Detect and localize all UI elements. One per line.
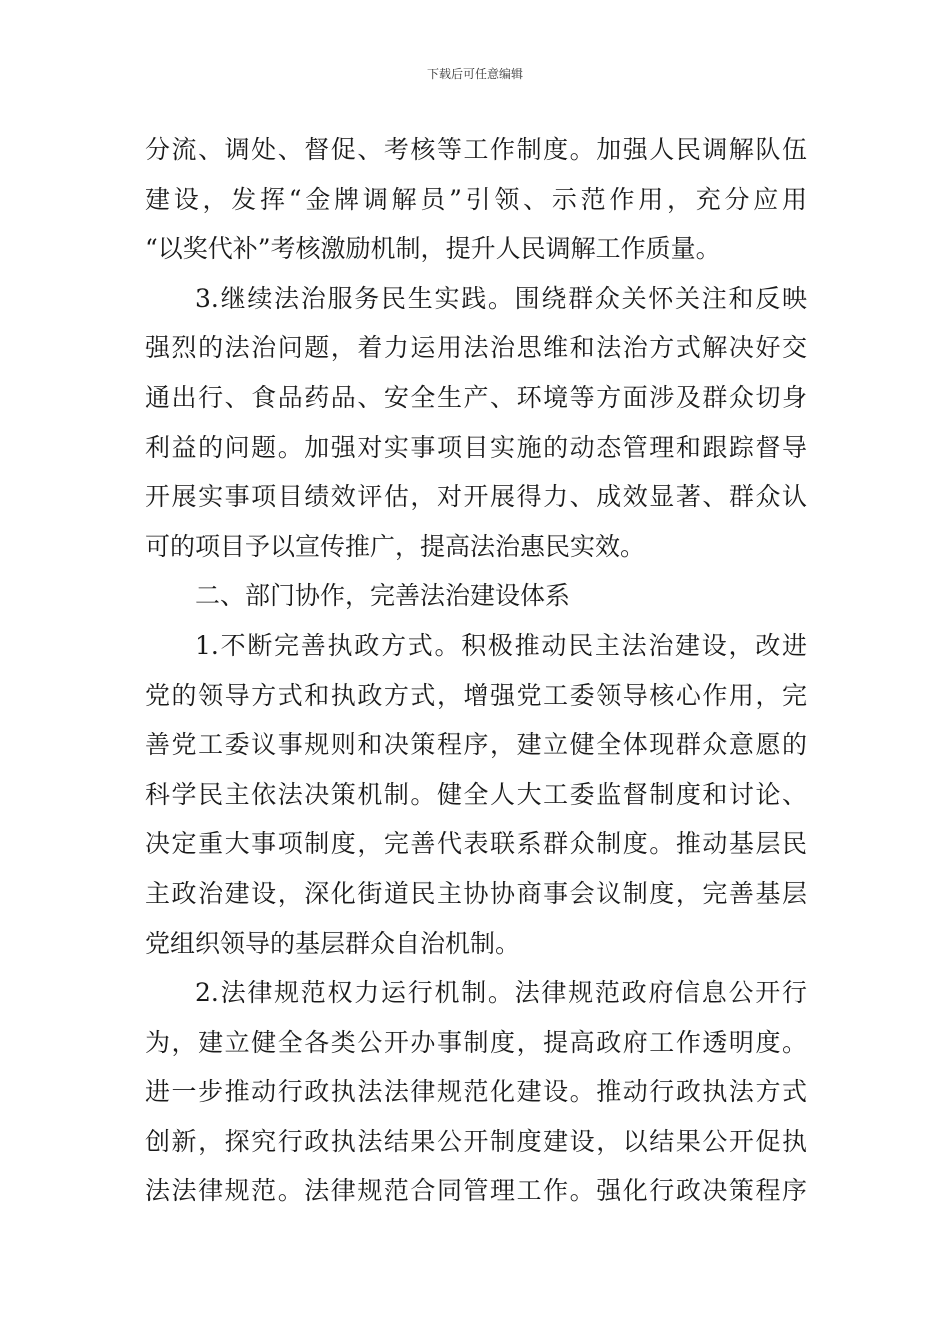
- text-line: 1.不断完善执政方式。积极推动民主法治建设，改进: [195, 630, 807, 660]
- text-line: 法法律规范。法律规范合同管理工作。强化行政决策程序: [145, 1176, 807, 1206]
- text-line: 3.继续法治服务民生实践。围绕群众关怀关注和反映: [195, 283, 807, 313]
- text-line: 科学民主依法决策机制。健全人大工委监督制度和讨论、: [145, 779, 807, 809]
- text-line: 党组织领导的基层群众自治机制。: [145, 928, 521, 958]
- page-header: 下载后可任意编辑: [426, 67, 523, 81]
- text-line: 善党工委议事规则和决策程序，建立健全体现群众意愿的: [145, 730, 807, 760]
- text-line: 为，建立健全各类公开办事制度，提高政府工作透明度。: [145, 1027, 807, 1057]
- text-line: 可的项目予以宣传推广，提高法治惠民实效。: [145, 531, 646, 561]
- text-line: 强烈的法治问题，着力运用法治思维和法治方式解决好交: [145, 333, 807, 363]
- text-line: 进一步推动行政执法法律规范化建设。推动行政执法方式: [145, 1077, 807, 1107]
- text-line: 创新，探究行政执法结果公开制度建设，以结果公开促执: [145, 1126, 807, 1156]
- text-line: 建设，发挥“金牌调解员”引领、示范作用，充分应用: [145, 184, 807, 214]
- text-line: 主政治建设，深化街道民主协协商事会议制度，完善基层: [145, 878, 807, 908]
- text-line: 开展实事项目绩效评估，对开展得力、成效显著、群众认: [145, 482, 807, 512]
- document-body: [145, 125, 807, 1216]
- text-line: 党的领导方式和执政方式，增强党工委领导核心作用，完: [145, 680, 807, 710]
- text-line: 利益的问题。加强对实事项目实施的动态管理和跟踪督导: [145, 432, 807, 462]
- text-line: “以奖代补”考核激励机制，提升人民调解工作质量。: [145, 234, 721, 264]
- text-line: 分流、调处、督促、考核等工作制度。加强人民调解队伍: [145, 135, 807, 164]
- text-line: 2.法律规范权力运行机制。法律规范政府信息公开行: [195, 978, 807, 1008]
- text-line: 二、部门协作，完善法治建设体系: [195, 581, 571, 611]
- text-line: 通出行、食品药品、安全生产、环境等方面涉及群众切身: [145, 382, 807, 412]
- text-line: 决定重大事项制度，完善代表联系群众制度。推动基层民: [145, 829, 807, 859]
